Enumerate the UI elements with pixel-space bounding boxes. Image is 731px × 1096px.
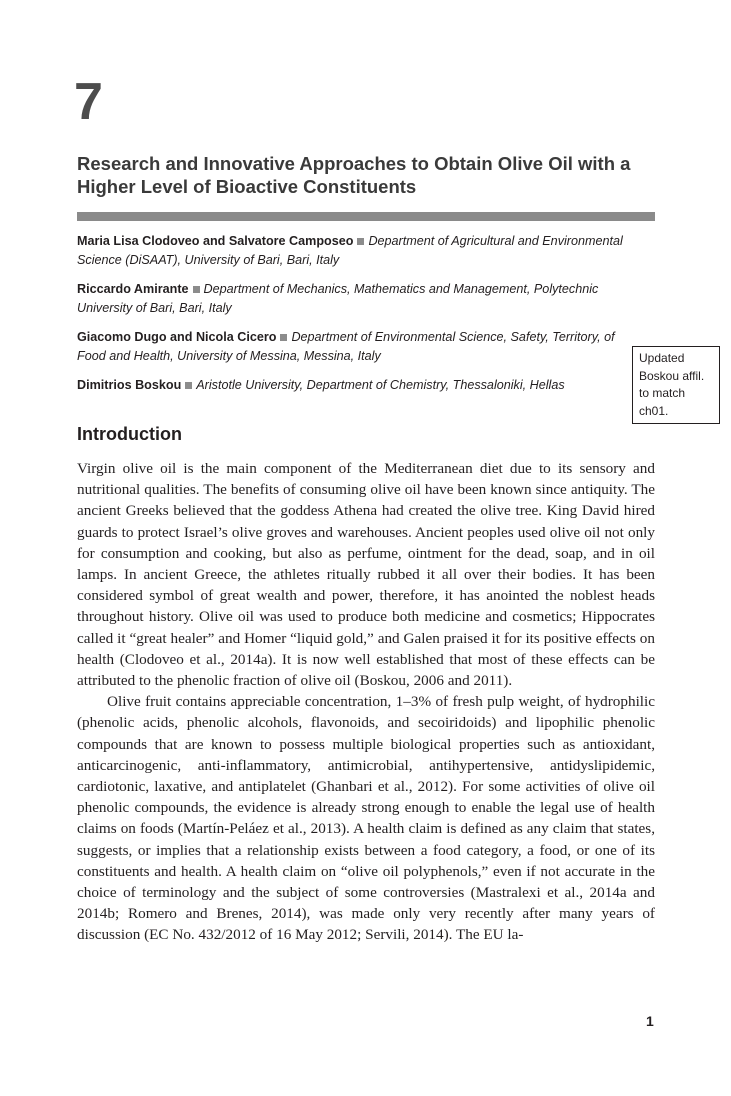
author-entry [77, 376, 637, 395]
page-number: 1 [646, 1013, 654, 1029]
author-entry [77, 280, 637, 318]
author-affiliation: Department of Agricultural and Environmental Science (DiSAAT), University of Bari, Bari, Italy [77, 234, 623, 267]
body-text [77, 458, 655, 946]
author-list [77, 232, 637, 405]
author-affiliation: Aristotle University, Department of Chemistry, Thessaloniki, Hellas [196, 378, 565, 392]
paragraph: Olive fruit contains appreciable concentration, 1–3% of fresh pulp weight, of hydrophilic (phenolic acids, phenolic alcohols, flavonoids, and secoiridoids) and lipophilic phenolic compounds that are known to possess multiple biological properties such as antioxidant, anticarcinogenic, anti-inflammatory, antimicrobial, antihypertensive, antidyslipidemic, cardiotonic, laxative, and antiplatelet (Ghanbari et al., 2012). For some activities of olive oil phenolic compounds, the evidence is already strong enough to enable the legal use of health claims on foods (Martín-Peláez et al., 2013). A health claim is defined as any claim that states, suggests, or implies that a relationship exists between a food category, a food, or one of its constituents and health. A health claim on “olive oil polyphenols,” even if not accurate in the choice of terminology and the subject of some controversies (Mastralexi et al., 2014a and 2014b; Romero and Brenes, 2014), was made only very recently after many years of discussion (EC No. 432/2012 of 16 May 2012; Servili, 2014). The EU la- [77, 693, 655, 944]
separator-square-icon [193, 286, 200, 293]
title-rule [77, 212, 655, 221]
separator-square-icon [357, 238, 364, 245]
author-names: Giacomo Dugo and Nicola Cicero [77, 330, 277, 344]
author-names: Riccardo Amirante [77, 282, 189, 296]
chapter-title: Research and Innovative Approaches to Obtain Olive Oil with a Higher Level of Bioactive Constituents [77, 153, 631, 197]
separator-square-icon [280, 334, 287, 341]
author-names: Dimitrios Boskou [77, 378, 182, 392]
editor-note-box: Updated Boskou affil. to match ch01. [632, 346, 720, 424]
author-names: Maria Lisa Clodoveo and Salvatore Camposeo [77, 234, 354, 248]
author-affiliation: Department of Mechanics, Mathematics and Management, Polytechnic University of Bari, Bari, Italy [77, 282, 599, 315]
author-entry [77, 232, 637, 270]
author-affiliation: Department of Environmental Science, Safety, Territory, of Food and Health, University of Messina, Messina, Italy [77, 330, 615, 363]
chapter-number: 7 [74, 73, 103, 131]
paragraph: Virgin olive oil is the main component of the Mediterranean diet due to its sensory and nutritional qualities. The benefits of consuming olive oil have been known since antiquity. The ancient Greeks believed that the goddess Athena had created the olive tree. King David hired guards to protect Israel’s olive groves and warehouses. Ancient peoples used olive oil not only for consumption and cooking, but also as perfume, ointment for the dead, soap, and in oil lamps. In ancient Greece, the athletes ritually rubbed it all over their bodies. It has been considered symbol of great wealth and power, therefore, it has anointed the noblest heads throughout history. Olive oil was used to produce both medicine and cosmetics; Hippocrates called it “great healer” and Homer “liquid gold,” and Galen praised it for its positive effects on health (Clodoveo et al., 2014a). It is now well established that most of these effects can be attributed to the phenolic fraction of olive oil (Boskou, 2006 and 2011). [77, 460, 655, 690]
author-entry [77, 328, 637, 366]
section-heading: Introduction [77, 424, 182, 444]
separator-square-icon [185, 382, 192, 389]
